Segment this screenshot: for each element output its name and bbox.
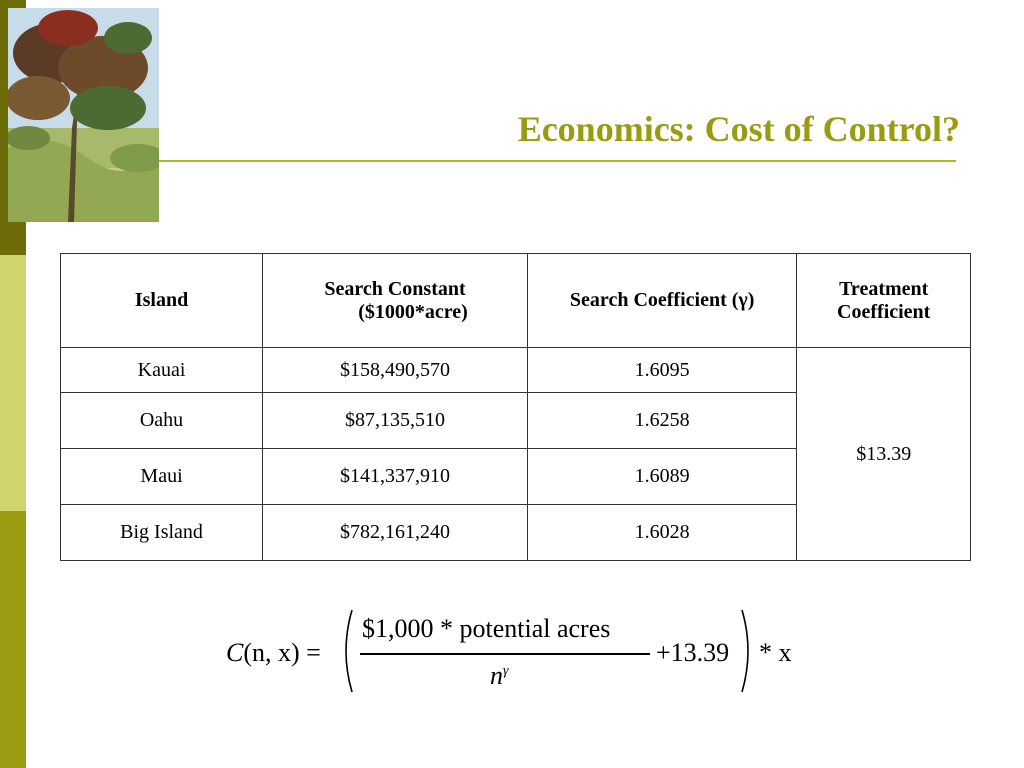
header-island: Island	[61, 254, 263, 348]
fraction-bar	[360, 653, 650, 655]
cell-search-coefficient: 1.6258	[527, 393, 796, 449]
formula-tail: * x	[759, 638, 792, 667]
formula-plus-term: +13.39	[656, 638, 730, 667]
header-treatment-line2: Coefficient	[837, 300, 931, 323]
formula-lhs	[226, 638, 321, 668]
cell-search-constant: $141,337,910	[263, 449, 528, 505]
left-accent-bar-bottom	[0, 511, 26, 768]
right-paren-icon	[740, 608, 756, 694]
cell-search-constant: $782,161,240	[263, 505, 528, 561]
cost-table	[60, 253, 971, 561]
formula-denominator-base: n	[490, 661, 503, 690]
cell-island: Oahu	[61, 393, 263, 449]
header-search-coefficient: Search Coefficient (γ)	[527, 254, 796, 348]
cell-search-coefficient: 1.6095	[527, 348, 796, 393]
header-treatment-line1: Treatment	[839, 277, 929, 300]
formula-denominator	[490, 661, 509, 691]
formula-numerator: $1,000 * potential acres	[362, 614, 611, 643]
cell-search-coefficient: 1.6089	[527, 449, 796, 505]
title-underline	[159, 160, 956, 162]
left-paren-icon	[338, 608, 354, 694]
table-row	[61, 348, 971, 393]
tree-foliage-photo	[8, 8, 159, 222]
table-header-row	[61, 254, 971, 348]
cell-island: Big Island	[61, 505, 263, 561]
cell-search-constant: $87,135,510	[263, 393, 528, 449]
cell-search-constant: $158,490,570	[263, 348, 528, 393]
formula-denominator-exp: γ	[503, 663, 509, 679]
formula-lhs-c: C	[226, 638, 244, 667]
header-treatment-coefficient	[797, 254, 971, 348]
left-accent-bar-middle	[0, 255, 26, 511]
cell-treatment-coefficient: $13.39	[797, 348, 971, 561]
cell-search-coefficient: 1.6028	[527, 505, 796, 561]
cost-formula	[226, 608, 806, 698]
formula-lhs-args: (n, x) =	[243, 638, 321, 667]
header-search-constant	[263, 254, 528, 348]
header-search-constant-line2: ($1000*acre)	[358, 300, 468, 323]
cell-island: Kauai	[61, 348, 263, 393]
slide-title: Economics: Cost of Control?	[517, 109, 960, 149]
cell-island: Maui	[61, 449, 263, 505]
header-search-constant-line1: Search Constant	[324, 277, 466, 300]
